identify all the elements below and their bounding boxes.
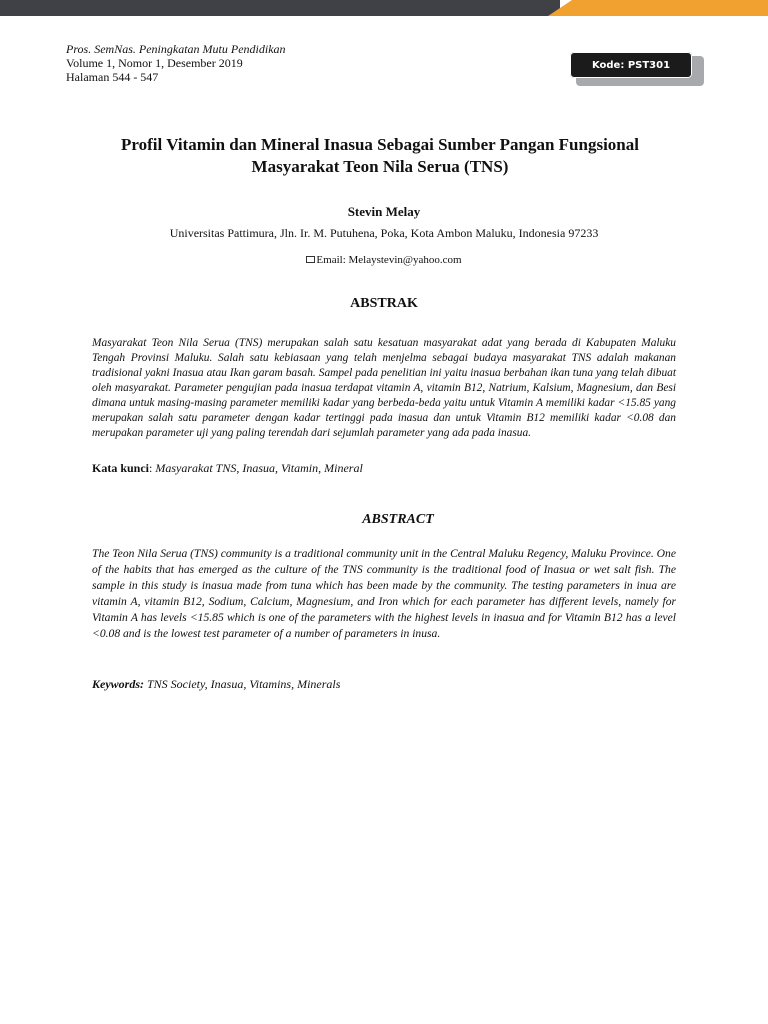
code-badge: Kode: PST301 [570,52,692,78]
abstract-body: The Teon Nila Serua (TNS) community is a traditional community unit in the Central Maluku Regency, Maluku Province. One of the habits that has emerged as the culture of the TNS community is the traditional food of Inasua or wet salt fish. The sample in this study is inasua made from tuna which has been made by the community. The testing parameters in inua are vitamin A, vitamin B12, Sodium, Calcium, Magnesium, and Iron which for each parameter has different levels, namely for Vitamin A has levels <15.85 which is one of the parameters with the highest levels in inasua and for Vitamin B12 has a level <0.08 and is the lowest test parameter of a number of parameters in inusa. [92,547,676,640]
journal-meta [66,42,286,84]
journal-pages: Halaman 544 - 547 [66,70,159,84]
header-band-dark [0,0,560,16]
abstrak-body: Masyarakat Teon Nila Serua (TNS) merupakan salah satu kesatuan masyarakat adat yang berada di Kabupaten Maluku Tengah Provinsi Maluku. Salah satu kebiasaan yang telah menjelma sebagai budaya masyarakat TNS adalah makanan tradisional yakni Inasua atau Ikan garam basah. Sampel pada penelitian ini yaitu inasua berbahan ikan tuna yang telah dibuat oleh masyarakat. Parameter pengujian pada inasua terdapat vitamin A, vitamin B12, Natrium, Kalsium, Magnesium, dan Besi dimana untuk masing-masing parameter memiliki kadar yang berbeda-beda yaitu untuk Vitamin A memiliki kadar <15.85 yang merupakan salah satu parameter dengan kadar tertinggi pada inasua dan untuk Vitamin B12 memiliki kadar <0.08 dan merupakan parameter uji yang paling terendah dari sejumlah parameter yang ada pada inasua. [92,337,676,439]
journal-name: Pros. SemNas. Peningkatan Mutu Pendidikan [66,42,286,56]
paper-title-line-2: Masyarakat Teon Nila Serua (TNS) [251,157,509,176]
abstrak-heading: ABSTRAK [350,296,418,311]
abstract-keywords-label: Keywords: [92,677,144,691]
abstract-keywords [92,677,676,692]
abstract-heading: ABSTRACT [362,512,434,527]
author-email-line [0,254,768,266]
author-name: Stevin Melay [347,204,421,219]
mail-icon [306,256,315,263]
abstrak-keywords-values: Masyarakat TNS, Inasua, Vitamin, Mineral [155,461,363,475]
paper-title [80,134,680,178]
author-affiliation: Universitas Pattimura, Jln. Ir. M. Putuhena, Poka, Kota Ambon Maluku, Indonesia 97233 [169,226,599,240]
abstrak-keywords-label: Kata kunci [92,461,150,475]
abstract-keywords-values: TNS Society, Inasua, Vitamins, Minerals [147,677,341,691]
header-band-accent [548,0,768,16]
author-email: Email: Melaystevin@yahoo.com [316,254,462,266]
header-band [0,0,768,16]
abstrak-keywords: Kata kunci: Masyarakat TNS, Inasua, Vitamin, Mineral [92,461,363,475]
paper-title-line-1: Profil Vitamin dan Mineral Inasua Sebagai Sumber Pangan Fungsional [121,135,639,154]
journal-volume: Volume 1, Nomor 1, Desember 2019 [66,56,243,70]
